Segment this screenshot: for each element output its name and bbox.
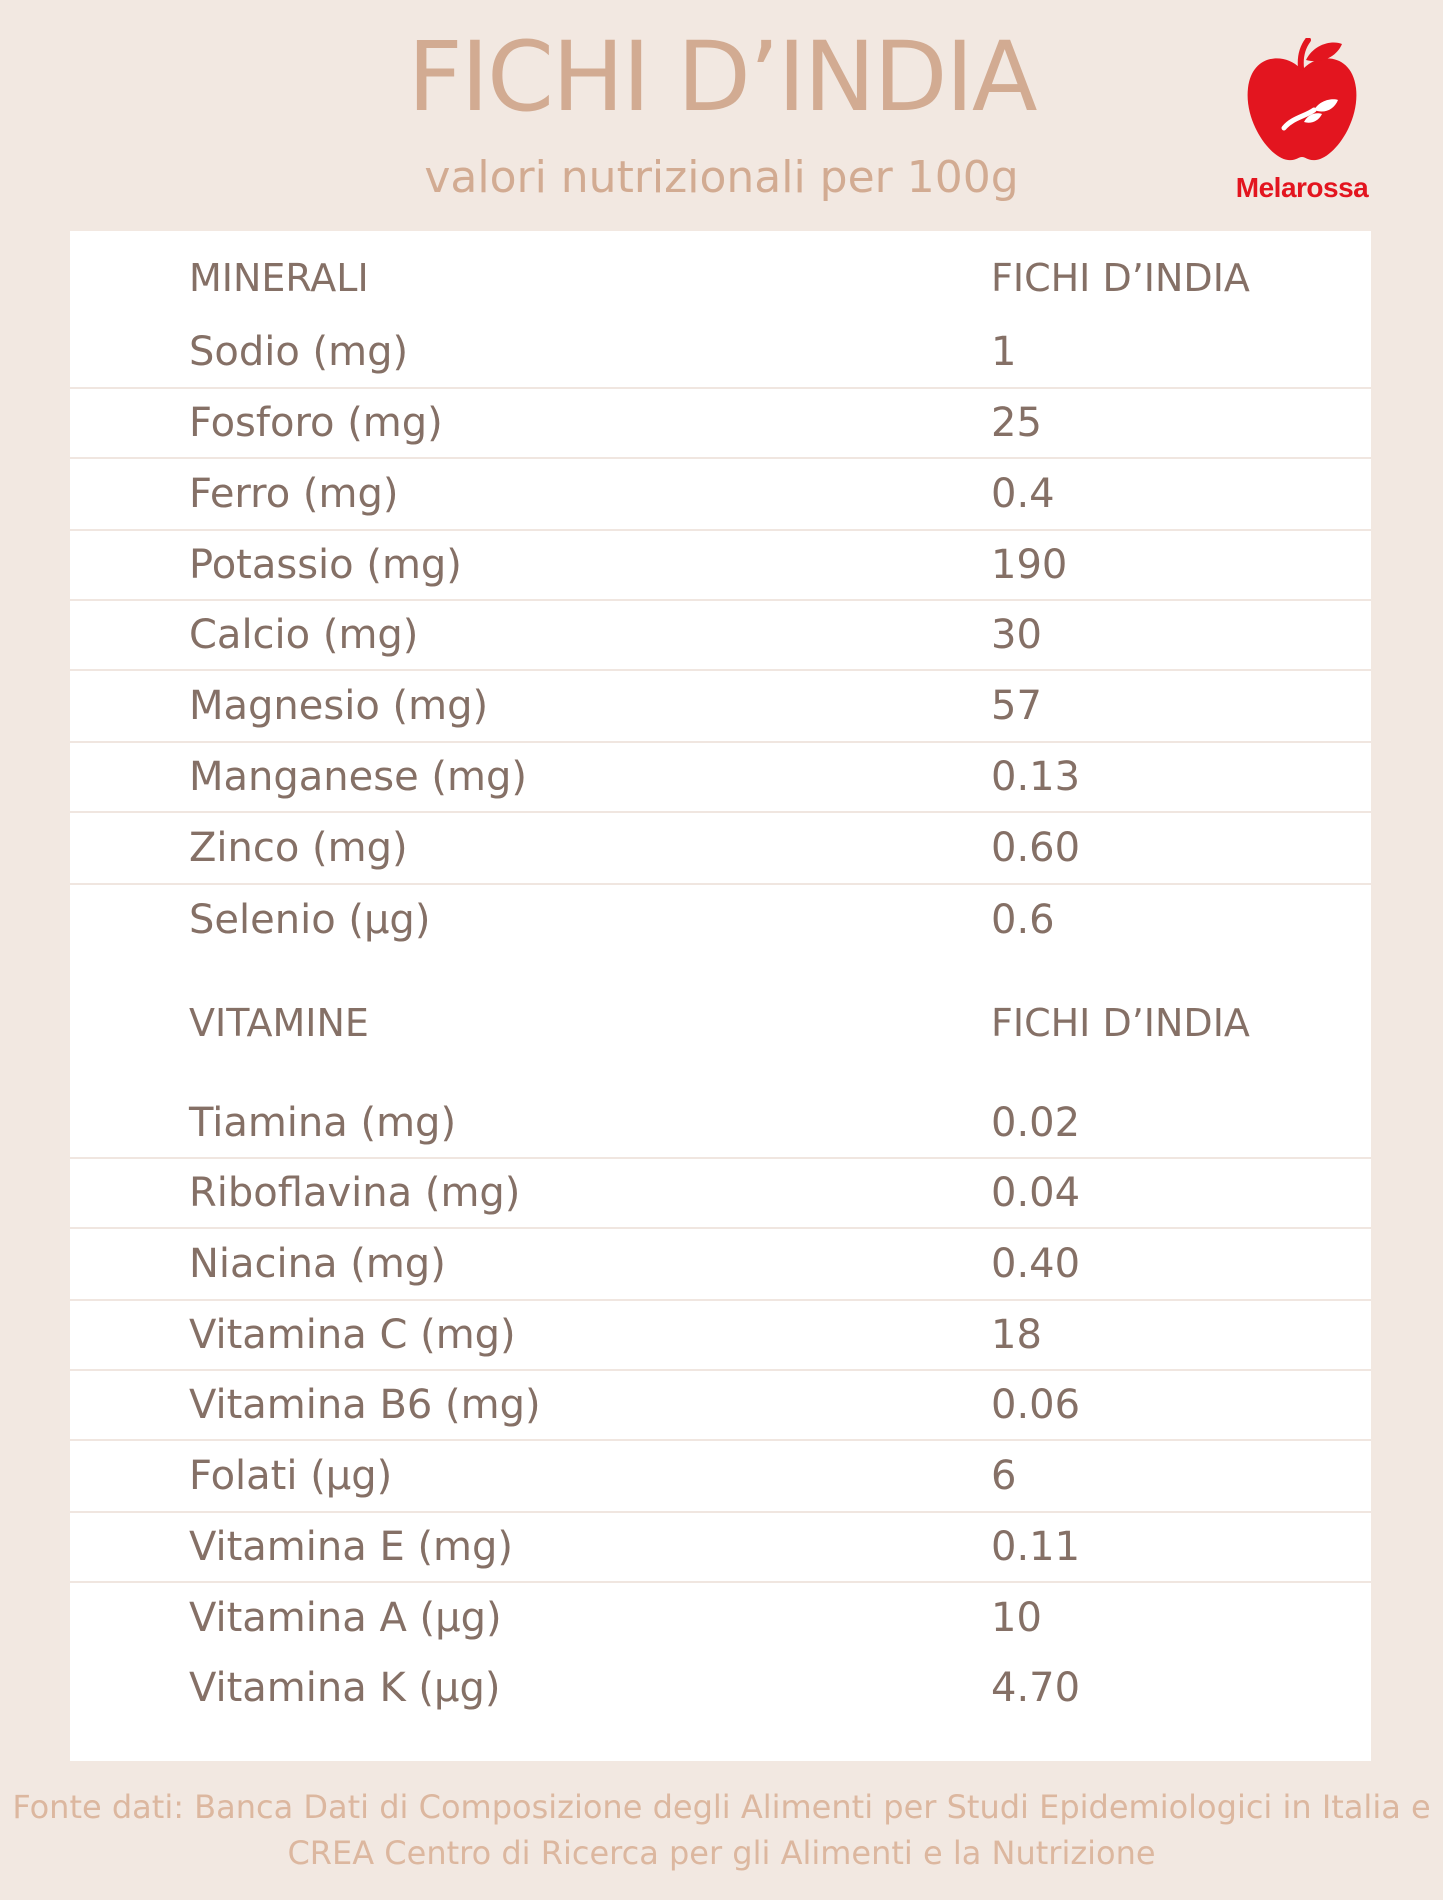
row-label: Selenio (µg) <box>189 897 431 943</box>
row-value: 30 <box>991 612 1042 658</box>
row-value: 57 <box>991 683 1042 729</box>
table-row <box>70 389 1371 459</box>
page-header <box>0 0 1443 230</box>
row-label: Niacina (mg) <box>189 1241 446 1287</box>
table-row <box>70 1301 1371 1371</box>
vitamins-header-row <box>70 983 1371 1063</box>
row-value: 25 <box>991 400 1042 446</box>
source-line-2: CREA Centro di Ricerca per gli Alimenti e la Nutrizione <box>287 1834 1156 1872</box>
row-value: 0.04 <box>991 1170 1081 1216</box>
table-row <box>70 531 1371 601</box>
row-label: Potassio (mg) <box>189 542 462 588</box>
row-value: 1 <box>991 329 1017 375</box>
minerals-header-label: MINERALI <box>189 256 369 300</box>
table-row <box>70 1513 1371 1583</box>
vitamins-header-label: VITAMINE <box>189 1001 369 1045</box>
row-label: Magnesio (mg) <box>189 683 489 729</box>
row-value: 10 <box>991 1595 1042 1641</box>
brand-name: Melarossa <box>1235 172 1369 203</box>
row-value: 18 <box>991 1312 1042 1358</box>
vitamins-header-value: FICHI D’INDIA <box>991 1001 1250 1045</box>
row-label: Zinco (mg) <box>189 825 408 871</box>
table-row <box>70 813 1371 885</box>
table-row <box>70 671 1371 743</box>
row-label: Vitamina B6 (mg) <box>189 1382 541 1428</box>
table-row <box>70 601 1371 671</box>
row-label: Folati (µg) <box>189 1453 393 1499</box>
row-value: 6 <box>991 1453 1017 1499</box>
row-label: Vitamina K (µg) <box>189 1665 501 1711</box>
row-label: Tiamina (mg) <box>189 1100 457 1146</box>
row-value: 0.06 <box>991 1382 1081 1428</box>
table-row <box>70 459 1371 531</box>
table-row <box>70 1371 1371 1441</box>
row-label: Vitamina E (mg) <box>189 1524 514 1570</box>
row-label: Riboflavina (mg) <box>189 1170 521 1216</box>
table-row <box>70 1583 1371 1653</box>
row-label: Ferro (mg) <box>189 471 399 517</box>
row-label: Vitamina C (mg) <box>189 1312 516 1358</box>
row-value: 0.60 <box>991 825 1081 871</box>
apple-icon <box>1244 38 1360 163</box>
table-row <box>70 1441 1371 1513</box>
minerals-header-row <box>70 239 1371 317</box>
table-row <box>70 885 1371 955</box>
row-value: 0.13 <box>991 754 1081 800</box>
row-label: Manganese (mg) <box>189 754 527 800</box>
row-value: 0.02 <box>991 1100 1081 1146</box>
source-line-1: Fonte dati: Banca Dati di Composizione degli Alimenti per Studi Epidemiologici in Italia e <box>12 1788 1431 1826</box>
row-value: 0.11 <box>991 1524 1081 1570</box>
page-title: FICHI D’INDIA <box>407 21 1036 133</box>
row-value: 0.6 <box>991 897 1055 943</box>
row-label: Vitamina A (µg) <box>189 1595 502 1641</box>
row-label: Sodio (mg) <box>189 329 409 375</box>
row-value: 0.4 <box>991 471 1055 517</box>
nutrition-table <box>70 231 1371 1761</box>
source-note <box>0 1784 1443 1876</box>
table-row <box>70 1159 1371 1229</box>
table-row <box>70 743 1371 813</box>
table-row <box>70 1229 1371 1301</box>
brand-logo[interactable] <box>1222 38 1382 208</box>
row-label: Fosforo (mg) <box>189 400 443 446</box>
table-row <box>70 1089 1371 1159</box>
page-subtitle: valori nutrizionali per 100g <box>424 152 1019 203</box>
row-value: 190 <box>991 542 1068 588</box>
minerals-header-value: FICHI D’INDIA <box>991 256 1250 300</box>
row-value: 0.40 <box>991 1241 1081 1287</box>
table-row <box>70 317 1371 389</box>
table-row <box>70 1653 1371 1723</box>
row-label: Calcio (mg) <box>189 612 419 658</box>
row-value: 4.70 <box>991 1665 1081 1711</box>
